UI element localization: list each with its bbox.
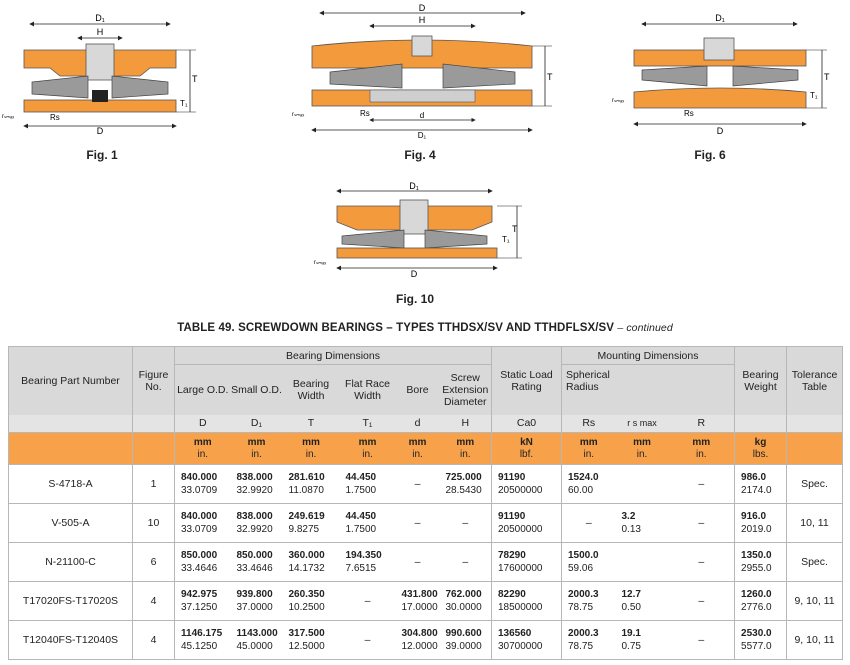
svg-text:T₁: T₁ bbox=[180, 99, 188, 108]
cell-H: 990.600 39.0000 bbox=[440, 621, 492, 660]
unit-Rs: mm in. bbox=[562, 433, 616, 465]
cell-D: 840.000 33.0709 bbox=[175, 504, 231, 543]
part-number: T17020FS-T17020S bbox=[9, 582, 133, 621]
cell-D: 942.975 37.1250 bbox=[175, 582, 231, 621]
symbol-rsmax: r s max bbox=[616, 415, 669, 433]
figure-6-label: Fig. 6 bbox=[694, 148, 726, 162]
part-number: V-505-A bbox=[9, 504, 133, 543]
svg-text:D₁: D₁ bbox=[409, 181, 419, 191]
header-tolerance-table: Tolerance Table bbox=[787, 347, 843, 415]
part-number: T12040FS-T12040S bbox=[9, 621, 133, 660]
cell-W: 2530.0 5577.0 bbox=[735, 621, 787, 660]
bearing-table bbox=[8, 346, 843, 660]
figure-6-drawing bbox=[612, 10, 842, 135]
symbol-Rs: Rs bbox=[562, 415, 616, 433]
svg-text:D₁: D₁ bbox=[715, 13, 725, 23]
figure-no: 4 bbox=[133, 582, 175, 621]
tolerance-table: Spec. bbox=[787, 543, 843, 582]
symbol-R: R bbox=[669, 415, 735, 433]
cell-D: 850.000 33.4646 bbox=[175, 543, 231, 582]
cell-R: – bbox=[669, 465, 735, 504]
svg-text:Rs: Rs bbox=[360, 109, 370, 118]
cell-T: 317.500 12.5000 bbox=[283, 621, 340, 660]
cell-d: – bbox=[396, 465, 440, 504]
svg-text:d: d bbox=[419, 111, 425, 120]
cell-rs bbox=[616, 543, 669, 582]
svg-text:H: H bbox=[96, 27, 104, 37]
svg-text:T: T bbox=[547, 72, 553, 82]
cell-Rs: 1500.0 59.06 bbox=[562, 543, 616, 582]
cell-R: – bbox=[669, 621, 735, 660]
symbol-H: H bbox=[440, 415, 492, 433]
svg-text:rₛₘₐₓ: rₛₘₐₓ bbox=[292, 112, 305, 118]
part-number: N-21100-C bbox=[9, 543, 133, 582]
unit-H: mm in. bbox=[440, 433, 492, 465]
cell-rs: 19.1 0.75 bbox=[616, 621, 669, 660]
cell-T: 249.619 9.8275 bbox=[283, 504, 340, 543]
cell-d: – bbox=[396, 504, 440, 543]
table-row bbox=[9, 543, 843, 582]
cell-T: 281.610 11.0870 bbox=[283, 465, 340, 504]
part-number: S-4718-A bbox=[9, 465, 133, 504]
figure-no: 4 bbox=[133, 621, 175, 660]
cell-Ca0: 136560 30700000 bbox=[492, 621, 562, 660]
unit-T: mm in. bbox=[283, 433, 340, 465]
svg-text:T: T bbox=[512, 224, 518, 234]
cell-W: 986.0 2174.0 bbox=[735, 465, 787, 504]
cell-Rs: 2000.3 78.75 bbox=[562, 582, 616, 621]
figure-4-label: Fig. 4 bbox=[404, 148, 436, 162]
symbol-D: D bbox=[175, 415, 231, 433]
header-bearing-width: Bearing Width bbox=[283, 365, 340, 415]
header-screw-extension: Screw Extension Diameter bbox=[440, 365, 492, 415]
cell-Rs: 2000.3 78.75 bbox=[562, 621, 616, 660]
figure-4-drawing bbox=[290, 4, 555, 139]
cell-D: 840.000 33.0709 bbox=[175, 465, 231, 504]
cell-rs: 3.2 0.13 bbox=[616, 504, 669, 543]
cell-T1: 194.350 7.6515 bbox=[340, 543, 396, 582]
header-figure-no: Figure No. bbox=[133, 347, 175, 415]
symbol-Ca0: Ca0 bbox=[492, 415, 562, 433]
header-small-od: Small O.D. bbox=[231, 365, 283, 415]
cell-D1: 939.800 37.0000 bbox=[231, 582, 283, 621]
tolerance-table: 9, 10, 11 bbox=[787, 582, 843, 621]
cell-H: – bbox=[440, 543, 492, 582]
svg-text:D: D bbox=[716, 126, 724, 135]
cell-T: 260.350 10.2500 bbox=[283, 582, 340, 621]
cell-Rs: – bbox=[562, 504, 616, 543]
cell-H: 725.000 28.5430 bbox=[440, 465, 492, 504]
table-row bbox=[9, 582, 843, 621]
symbol-T: T bbox=[283, 415, 340, 433]
cell-d: 431.800 17.0000 bbox=[396, 582, 440, 621]
header-bearing-weight: Bearing Weight bbox=[735, 347, 787, 415]
unit-Ca0: kN lbf. bbox=[492, 433, 562, 465]
cell-R: – bbox=[669, 504, 735, 543]
table-row bbox=[9, 465, 843, 504]
svg-text:D: D bbox=[418, 4, 426, 13]
cell-W: 1260.0 2776.0 bbox=[735, 582, 787, 621]
cell-T1: – bbox=[340, 621, 396, 660]
symbol-D1: D₁ bbox=[231, 415, 283, 433]
header-bore: Bore bbox=[396, 365, 440, 415]
cell-d: – bbox=[396, 543, 440, 582]
unit-weight: kg lbs. bbox=[735, 433, 787, 465]
cell-D1: 850.000 33.4646 bbox=[231, 543, 283, 582]
cell-d: 304.800 12.0000 bbox=[396, 621, 440, 660]
unit-rsmax: mm in. bbox=[616, 433, 669, 465]
header-static-load-rating: Static Load Rating bbox=[492, 347, 562, 415]
unit-d: mm in. bbox=[396, 433, 440, 465]
svg-text:H: H bbox=[418, 15, 426, 25]
cell-T1: 44.450 1.7500 bbox=[340, 504, 396, 543]
unit-D1: mm in. bbox=[231, 433, 283, 465]
symbol-d: d bbox=[396, 415, 440, 433]
cell-R: – bbox=[669, 543, 735, 582]
cell-T1: 44.450 1.7500 bbox=[340, 465, 396, 504]
tolerance-table: Spec. bbox=[787, 465, 843, 504]
cell-T1: – bbox=[340, 582, 396, 621]
cell-H: – bbox=[440, 504, 492, 543]
table-row bbox=[9, 621, 843, 660]
svg-text:T: T bbox=[824, 72, 830, 82]
tolerance-table: 9, 10, 11 bbox=[787, 621, 843, 660]
cell-W: 916.0 2019.0 bbox=[735, 504, 787, 543]
header-flat-race-width: Flat Race Width bbox=[340, 365, 396, 415]
svg-text:T₁: T₁ bbox=[810, 91, 818, 100]
svg-text:D: D bbox=[410, 269, 418, 279]
unit-R: mm in. bbox=[669, 433, 735, 465]
header-spherical-radius: Spherical Radius bbox=[562, 365, 616, 415]
cell-D1: 838.000 32.9920 bbox=[231, 465, 283, 504]
svg-text:D₁: D₁ bbox=[417, 131, 427, 139]
cell-Ca0: 78290 17600000 bbox=[492, 543, 562, 582]
cell-Ca0: 91190 20500000 bbox=[492, 504, 562, 543]
svg-text:rₛₘₐₓ: rₛₘₐₓ bbox=[612, 98, 625, 104]
table-row bbox=[9, 504, 843, 543]
cell-R: – bbox=[669, 582, 735, 621]
table-title: TABLE 49. SCREWDOWN BEARINGS – TYPES TTHDSX/SV AND TTHDFLSX/SV – continued bbox=[177, 322, 673, 334]
header-mounting-dimensions: Mounting Dimensions bbox=[562, 347, 735, 365]
svg-text:Rs: Rs bbox=[50, 113, 60, 122]
figure-1-drawing bbox=[0, 10, 200, 135]
cell-Rs: 1524.0 60.00 bbox=[562, 465, 616, 504]
tolerance-table: 10, 11 bbox=[787, 504, 843, 543]
symbol-T1: T₁ bbox=[340, 415, 396, 433]
svg-text:T: T bbox=[192, 74, 198, 84]
svg-text:D₁: D₁ bbox=[95, 13, 105, 23]
cell-H: 762.000 30.0000 bbox=[440, 582, 492, 621]
cell-D1: 1143.000 45.0000 bbox=[231, 621, 283, 660]
svg-text:rₛₘₐₓ: rₛₘₐₓ bbox=[314, 260, 327, 266]
cell-W: 1350.0 2955.0 bbox=[735, 543, 787, 582]
svg-text:T₁: T₁ bbox=[502, 235, 510, 244]
cell-D: 1146.175 45.1250 bbox=[175, 621, 231, 660]
header-large-od: Large O.D. bbox=[175, 365, 231, 415]
unit-T1: mm in. bbox=[340, 433, 396, 465]
figure-no: 6 bbox=[133, 543, 175, 582]
cell-T: 360.000 14.1732 bbox=[283, 543, 340, 582]
figure-1-label: Fig. 1 bbox=[86, 148, 118, 162]
header-bearing-dimensions: Bearing Dimensions bbox=[175, 347, 492, 365]
svg-text:Rs: Rs bbox=[684, 109, 694, 118]
cell-Ca0: 91190 20500000 bbox=[492, 465, 562, 504]
unit-D: mm in. bbox=[175, 433, 231, 465]
figure-10-label: Fig. 10 bbox=[395, 292, 434, 306]
cell-rs bbox=[616, 465, 669, 504]
figure-10-drawing bbox=[312, 180, 527, 280]
svg-text:D: D bbox=[96, 126, 104, 135]
figure-no: 1 bbox=[133, 465, 175, 504]
svg-text:rₛₘₐₓ: rₛₘₐₓ bbox=[2, 114, 15, 120]
figure-no: 10 bbox=[133, 504, 175, 543]
cell-D1: 838.000 32.9920 bbox=[231, 504, 283, 543]
cell-rs: 12.7 0.50 bbox=[616, 582, 669, 621]
cell-Ca0: 82290 18500000 bbox=[492, 582, 562, 621]
header-part-number: Bearing Part Number bbox=[9, 347, 133, 415]
